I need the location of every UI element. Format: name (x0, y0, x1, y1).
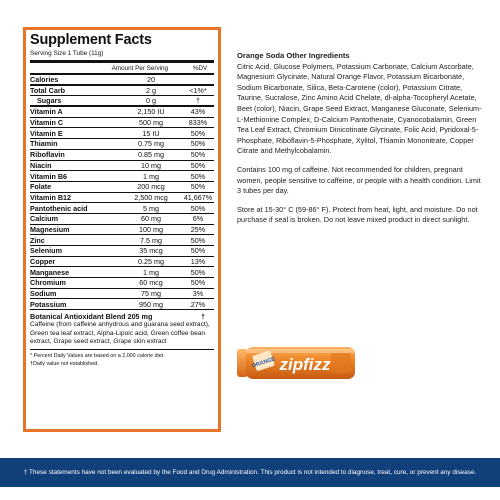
nutrient-name: Total Carb (30, 86, 66, 96)
product-tube-image (233, 340, 357, 386)
nutrient-amount: 2 g (146, 86, 156, 96)
caffeine-warning: Contains 100 mg of caffeine. Not recommended for children, pregnant women, people sensitive to caffeine, or people with a health condition. Limit 3 tubes per day. (237, 164, 481, 196)
nutrient-name: Vitamin C (30, 118, 64, 128)
nutrient-name: Selenium (30, 246, 62, 256)
nutrient-dv: 50% (190, 139, 206, 149)
facts-header-row (30, 63, 214, 73)
ingredients-title: Orange Soda Other Ingredients (237, 51, 350, 60)
ingredients-column (237, 51, 482, 234)
nutrient-row (30, 118, 214, 129)
nutrient-amount: 1 mg (143, 267, 159, 277)
nutrient-name: Sugars (37, 96, 62, 106)
nutrient-row (30, 161, 214, 172)
nutrient-name: Chromium (30, 278, 66, 288)
nutrient-dv: 50% (190, 160, 206, 170)
nutrient-dv: 50% (190, 128, 206, 138)
nutrient-dv: 50% (190, 278, 206, 288)
nutrient-row (30, 246, 214, 257)
nutrient-amount: 0.25 mg (138, 257, 164, 267)
footnote-dv: * Percent Daily Values are based on a 2,000 calorie diet. (30, 353, 165, 360)
facts-title: Supplement Facts (30, 32, 152, 48)
nutrient-amount: 0 g (146, 96, 156, 106)
brand-logo: zipfizz (279, 355, 331, 374)
nutrient-amount: 0.75 mg (138, 139, 164, 149)
nutrient-amount: 20 (147, 74, 155, 84)
nutrient-name: Vitamin B6 (30, 171, 68, 181)
nutrient-row (30, 96, 214, 107)
supplement-facts-panel (23, 27, 221, 432)
nutrient-amount: 75 mg (141, 289, 161, 299)
nutrient-name: Thiamin (30, 139, 58, 149)
bottom-margin (0, 487, 500, 500)
nutrient-name: Copper (30, 257, 56, 267)
nutrient-name: Vitamin E (30, 128, 63, 138)
nutrient-row (30, 235, 214, 246)
nutrient-dv: 50% (190, 267, 206, 277)
blend-ingredients: Caffeine (from caffeine anhydrous and guarana seed extract), Green tea leaf extract, Alpha-Lipoic acid, Green coffee bean extract, Grape seed extract, Grape skin extract (30, 321, 210, 346)
nutrient-dv: 50% (190, 235, 206, 245)
nutrient-name: Vitamin A (30, 107, 63, 117)
nutrient-row (30, 128, 214, 139)
nutrient-amount: 0.85 mg (138, 150, 164, 160)
nutrient-dv: <1%* (189, 86, 207, 96)
nutrient-row (30, 171, 214, 182)
nutrient-name: Folate (30, 182, 52, 192)
nutrient-amount: 7.5 mg (140, 235, 162, 245)
fda-disclaimer-bar (0, 458, 500, 487)
blend-dagger: † (201, 312, 205, 322)
nutrient-row (30, 225, 214, 236)
nutrient-name: Vitamin B12 (30, 192, 72, 202)
facts-rows (30, 75, 214, 310)
nutrient-dv: 50% (190, 182, 206, 192)
nutrient-dv: 6% (192, 214, 204, 224)
nutrient-amount: 5 mg (143, 203, 159, 213)
nutrient-name: Zinc (30, 235, 45, 245)
flavor-badge-text: ORANGE (251, 356, 277, 370)
nutrient-amount: 60 mcg (139, 278, 163, 288)
nutrient-name: Calcium (30, 214, 58, 224)
nutrient-amount: 1 mg (143, 171, 159, 181)
nutrient-amount: 500 mg (139, 118, 163, 128)
nutrient-amount: 60 mg (141, 214, 161, 224)
nutrient-row (30, 214, 214, 225)
nutrient-name: Sodium (30, 289, 57, 299)
nutrient-row (30, 182, 214, 193)
nutrient-name: Riboflavin (30, 150, 65, 160)
nutrient-dv: 13% (190, 257, 206, 267)
footnote-dagger: †Daily value not established. (30, 360, 99, 367)
nutrient-row (30, 86, 214, 97)
nutrient-name: Potassium (30, 299, 67, 309)
nutrient-name: Calories (30, 74, 59, 84)
nutrient-name: Magnesium (30, 224, 70, 234)
nutrient-row (30, 299, 214, 310)
nutrient-dv: 27% (190, 299, 206, 309)
nutrient-dv: † (196, 96, 200, 106)
nutrient-dv: 50% (190, 171, 206, 181)
nutrient-dv: 50% (190, 203, 206, 213)
botanical-blend (30, 313, 214, 346)
nutrient-row (30, 289, 214, 300)
nutrient-dv: 43% (190, 107, 206, 117)
serving-size: Serving Size 1 Tube (11g) (30, 50, 104, 57)
nutrient-row (30, 267, 214, 278)
nutrient-amount: 2,500 mcg (134, 192, 168, 202)
nutrient-row (30, 75, 214, 86)
nutrient-row (30, 257, 214, 268)
amount-per-serving-header: Amount Per Serving (111, 64, 168, 72)
nutrient-row (30, 278, 214, 289)
nutrient-row (30, 203, 214, 214)
nutrient-name: Manganese (30, 267, 70, 277)
nutrient-dv: 25% (190, 224, 206, 234)
nutrient-amount: 2,150 IU (137, 107, 165, 117)
nutrient-amount: 100 mg (139, 224, 163, 234)
storage-instructions: Store at 15-30° C (59-86° F). Protect from heat, light, and moisture. Do not purchase if seal is broken. Do not leave mixed product in direct sunlight. (237, 204, 478, 225)
nutrient-amount: 200 mcg (137, 182, 165, 192)
nutrient-amount: 35 mcg (139, 246, 163, 256)
footnotes (30, 353, 214, 368)
nutrient-dv: 3% (192, 289, 204, 299)
nutrient-row (30, 107, 214, 118)
nutrient-row (30, 150, 214, 161)
nutrient-name: Niacin (30, 160, 52, 170)
dv-header: %DV (192, 64, 208, 72)
blend-name: Botanical Antioxidant Blend 205 mg (30, 312, 153, 322)
nutrient-amount: 950 mg (139, 299, 163, 309)
nutrient-amount: 10 mg (141, 160, 161, 170)
nutrient-dv: 41,667% (183, 192, 213, 202)
nutrient-amount: 15 IU (142, 128, 160, 138)
nutrient-dv: 833% (188, 118, 208, 128)
nutrient-name: Pantothenic acid (30, 203, 88, 213)
nutrient-row (30, 139, 214, 150)
ingredients-text: Citric Acid, Glucose Polymers, Potassium Carbonate, Calcium Ascorbate, Magnesium Glycinate, Natural Orange Flavor, Potassium Bicarbonate, Sodium Bicarbonate, Silica, Beta-Carotene (color), Potassium Citrate, Taurine, Sucralose, Zinc Amino Acid Chelate, dl-alpha-Tocopheryl Acetate, Beet (color), Niacin, Grape Seed Extract, Manganese Gluconate, Selenium-L-Methionine Complex, D-Calcium Pantothenate, Cyanocobalamin, Green Tea Leaf Extract, Chromium Dinicotinate Glycinate, Folic Acid, Pyridoxal-5-Phosphate, Riboflavin-5-Phosphate, Xylitol, Thiamin Mononitrate, Copper Citrate and Methylcobalamin. (237, 61, 482, 156)
fda-disclaimer-text: † These statements have not been evaluated by the Food and Drug Administration. This product is not intended to diagnose, treat, cure, or prevent any disease. (23, 469, 477, 476)
nutrient-dv: 50% (190, 246, 206, 256)
nutrient-row (30, 193, 214, 204)
divider (30, 349, 214, 350)
nutrient-dv: 50% (190, 150, 206, 160)
